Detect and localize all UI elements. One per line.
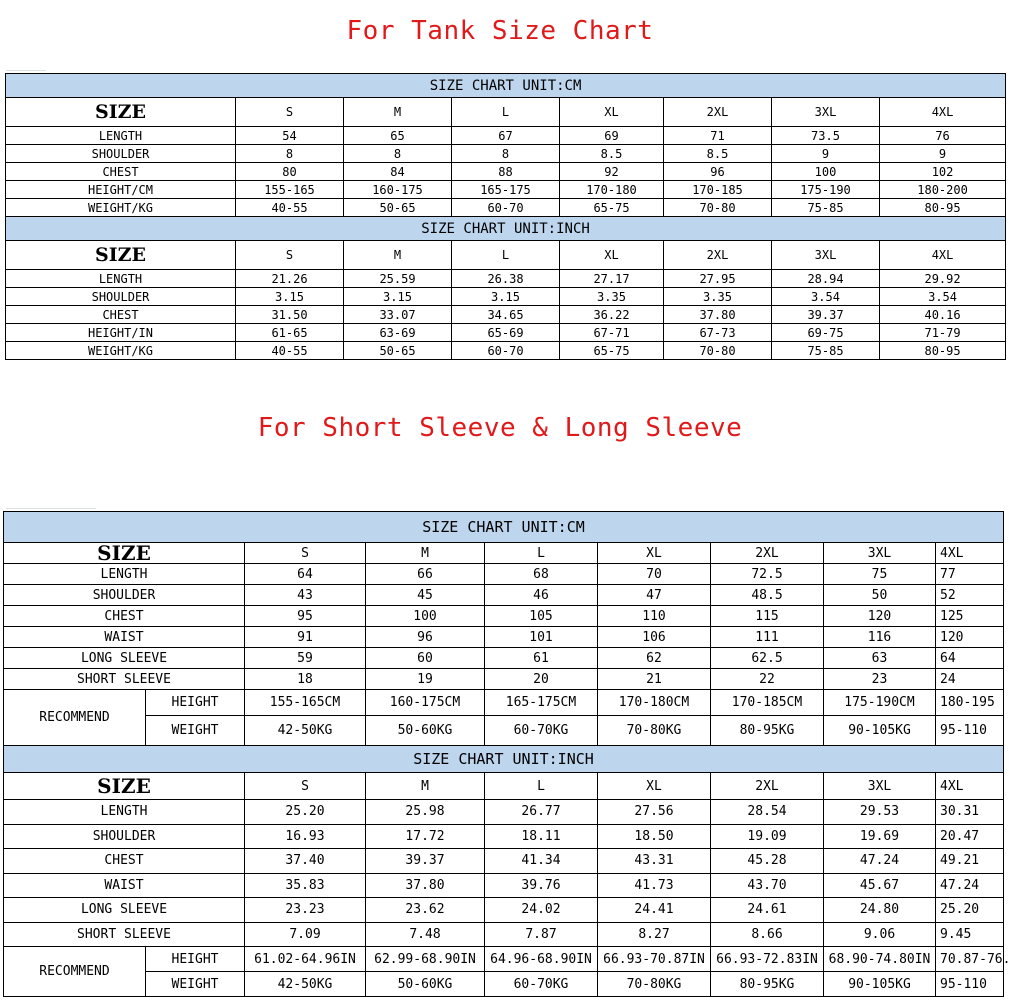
size-2xl-header: 2XL	[664, 98, 772, 127]
measure-value: 21.26	[236, 270, 344, 288]
unit-band: SIZE CHART UNIT:CM	[6, 74, 1006, 98]
measure-value: 65	[344, 127, 452, 145]
measure-value: 3.54	[772, 288, 880, 306]
measure-value: 27.56	[598, 800, 711, 825]
measure-value: 111	[711, 627, 824, 648]
measure-row	[6, 270, 1006, 288]
measure-value: 66	[366, 564, 485, 585]
recommend-height-value: 170-185CM	[711, 690, 824, 716]
measure-value: 47.24	[824, 849, 936, 874]
size-m-header: M	[344, 98, 452, 127]
measure-value: 26.77	[485, 800, 598, 825]
size-heading: SIZE	[6, 98, 236, 127]
measure-label: WEIGHT/KG	[6, 199, 236, 217]
measure-value: 70-80	[664, 342, 772, 360]
measure-value: 28.94	[772, 270, 880, 288]
measure-value: 80-95	[880, 199, 1006, 217]
measure-value: 65-69	[452, 324, 560, 342]
measure-value: 77	[936, 564, 1004, 585]
measure-value: 100	[772, 163, 880, 181]
measure-value: 88	[452, 163, 560, 181]
measure-value: 69	[560, 127, 664, 145]
unit-band-row	[6, 74, 1006, 98]
measure-value: 70	[598, 564, 711, 585]
recommend-height-value: 160-175CM	[366, 690, 485, 716]
measure-label: CHEST	[4, 849, 245, 874]
measure-value: 180-200	[880, 181, 1006, 199]
measure-value: 20	[485, 669, 598, 690]
unit-band-row	[6, 217, 1006, 241]
measure-value: 60-70	[452, 342, 560, 360]
measure-label: LENGTH	[6, 270, 236, 288]
measure-value: 29.92	[880, 270, 1006, 288]
size-s-header: S	[245, 773, 366, 800]
measure-label: WAIST	[4, 873, 245, 898]
recommend-height-value: 62.99-68.90IN	[366, 947, 485, 972]
measure-value: 46	[485, 585, 598, 606]
measure-label: LENGTH	[6, 127, 236, 145]
measure-value: 75	[824, 564, 936, 585]
measure-value: 3.35	[560, 288, 664, 306]
measure-row	[4, 849, 1004, 874]
recommend-weight-value: 90-105KG	[824, 972, 936, 997]
measure-value: 69-75	[772, 324, 880, 342]
measure-value: 75-85	[772, 199, 880, 217]
measure-value: 116	[824, 627, 936, 648]
measure-value: 8	[344, 145, 452, 163]
measure-value: 26.38	[452, 270, 560, 288]
recommend-height-value: 70.87-76.	[936, 947, 1004, 972]
measure-value: 47	[598, 585, 711, 606]
measure-value: 96	[664, 163, 772, 181]
measure-value: 41.73	[598, 873, 711, 898]
measure-value: 105	[485, 606, 598, 627]
measure-value: 67-71	[560, 324, 664, 342]
recommend-weight-value: 42-50KG	[245, 716, 366, 746]
measure-value: 3.15	[344, 288, 452, 306]
measure-value: 19.09	[711, 824, 824, 849]
measure-value: 19.69	[824, 824, 936, 849]
measure-value: 24	[936, 669, 1004, 690]
measure-value: 31.50	[236, 306, 344, 324]
measure-value: 7.09	[245, 922, 366, 947]
measure-label: LENGTH	[4, 800, 245, 825]
measure-value: 70-80	[664, 199, 772, 217]
measure-label: HEIGHT/IN	[6, 324, 236, 342]
measure-value: 63	[824, 648, 936, 669]
size-2xl-header: 2XL	[664, 241, 772, 270]
size-header-row	[6, 98, 1006, 127]
recommend-height-row	[4, 947, 1004, 972]
measure-label: CHEST	[4, 606, 245, 627]
measure-value: 9.45	[936, 922, 1004, 947]
recommend-weight-row	[4, 716, 1004, 746]
measure-value: 37.80	[366, 873, 485, 898]
size-l-header: L	[485, 543, 598, 564]
recommend-weight-value: 60-70KG	[485, 972, 598, 997]
measure-value: 8.66	[711, 922, 824, 947]
measure-value: 27.95	[664, 270, 772, 288]
measure-value: 125	[936, 606, 1004, 627]
recommend-weight-value: 90-105KG	[824, 716, 936, 746]
measure-value: 54	[236, 127, 344, 145]
measure-value: 41.34	[485, 849, 598, 874]
recommend-height-label: HEIGHT	[146, 947, 245, 972]
measure-label: LONG SLEEVE	[4, 648, 245, 669]
unit-band-row	[4, 746, 1004, 773]
measure-value: 24.41	[598, 898, 711, 923]
measure-value: 50	[824, 585, 936, 606]
recommend-height-value: 155-165CM	[245, 690, 366, 716]
measure-row	[4, 873, 1004, 898]
recommend-height-value: 61.02-64.96IN	[245, 947, 366, 972]
unit-band: SIZE CHART UNIT:CM	[4, 512, 1004, 543]
measure-value: 91	[245, 627, 366, 648]
measure-label: WAIST	[4, 627, 245, 648]
measure-value: 28.54	[711, 800, 824, 825]
measure-value: 160-175	[344, 181, 452, 199]
size-xl-header: XL	[560, 98, 664, 127]
size-3xl-header: 3XL	[824, 543, 936, 564]
measure-value: 18.50	[598, 824, 711, 849]
measure-label: HEIGHT/CM	[6, 181, 236, 199]
measure-value: 175-190	[772, 181, 880, 199]
measure-value: 59	[245, 648, 366, 669]
size-s-header: S	[245, 543, 366, 564]
measure-value: 50-65	[344, 342, 452, 360]
measure-value: 39.37	[366, 849, 485, 874]
measure-value: 29.53	[824, 800, 936, 825]
measure-value: 43.31	[598, 849, 711, 874]
size-3xl-header: 3XL	[772, 241, 880, 270]
recommend-label: RECOMMEND	[4, 947, 146, 997]
measure-value: 62.5	[711, 648, 824, 669]
measure-value: 8	[236, 145, 344, 163]
size-s-header: S	[236, 98, 344, 127]
recommend-height-value: 165-175CM	[485, 690, 598, 716]
measure-value: 23	[824, 669, 936, 690]
size-l-header: L	[452, 241, 560, 270]
measure-row	[4, 627, 1004, 648]
measure-value: 23.62	[366, 898, 485, 923]
recommend-weight-label: WEIGHT	[146, 972, 245, 997]
measure-value: 170-180	[560, 181, 664, 199]
size-4xl-header: 4XL	[880, 98, 1006, 127]
measure-value: 8.5	[664, 145, 772, 163]
measure-value: 96	[366, 627, 485, 648]
measure-value: 76	[880, 127, 1006, 145]
tank-size-table	[5, 73, 1006, 360]
measure-row	[4, 800, 1004, 825]
measure-value: 62	[598, 648, 711, 669]
size-header-row	[4, 773, 1004, 800]
size-3xl-header: 3XL	[772, 98, 880, 127]
recommend-weight-value: 60-70KG	[485, 716, 598, 746]
measure-row	[6, 306, 1006, 324]
size-heading: SIZE	[6, 241, 236, 270]
measure-value: 71	[664, 127, 772, 145]
measure-value: 18	[245, 669, 366, 690]
measure-value: 8	[452, 145, 560, 163]
measure-value: 101	[485, 627, 598, 648]
size-heading: SIZE	[4, 773, 245, 800]
measure-value: 18.11	[485, 824, 598, 849]
tank-size-chart-title: For Tank Size Chart	[346, 16, 654, 46]
recommend-height-value: 175-190CM	[824, 690, 936, 716]
measure-value: 36.22	[560, 306, 664, 324]
recommend-height-label: HEIGHT	[146, 690, 245, 716]
recommend-weight-value: 50-60KG	[366, 972, 485, 997]
recommend-height-row	[4, 690, 1004, 716]
measure-label: CHEST	[6, 306, 236, 324]
measure-value: 3.35	[664, 288, 772, 306]
measure-value: 19	[366, 669, 485, 690]
recommend-weight-value: 42-50KG	[245, 972, 366, 997]
measure-row	[4, 648, 1004, 669]
measure-row	[6, 127, 1006, 145]
measure-value: 45.67	[824, 873, 936, 898]
measure-value: 9	[772, 145, 880, 163]
measure-label: WEIGHT/KG	[6, 342, 236, 360]
measure-value: 16.93	[245, 824, 366, 849]
measure-value: 50-65	[344, 199, 452, 217]
measure-value: 65-75	[560, 342, 664, 360]
measure-value: 64	[245, 564, 366, 585]
recommend-weight-row	[4, 972, 1004, 997]
measure-value: 3.15	[236, 288, 344, 306]
measure-label: SHOULDER	[4, 824, 245, 849]
recommend-height-value: 180-195	[936, 690, 1004, 716]
size-m-header: M	[366, 543, 485, 564]
measure-value: 30.31	[936, 800, 1004, 825]
measure-value: 68	[485, 564, 598, 585]
measure-value: 75-85	[772, 342, 880, 360]
measure-value: 7.87	[485, 922, 598, 947]
measure-value: 60	[366, 648, 485, 669]
measure-row	[6, 145, 1006, 163]
measure-row	[6, 342, 1006, 360]
recommend-weight-value: 80-95KG	[711, 716, 824, 746]
measure-value: 48.5	[711, 585, 824, 606]
measure-value: 43.70	[711, 873, 824, 898]
recommend-weight-value: 95-110	[936, 972, 1004, 997]
recommend-label: RECOMMEND	[4, 690, 146, 746]
measure-value: 20.47	[936, 824, 1004, 849]
size-l-header: L	[485, 773, 598, 800]
recommend-weight-value: 95-110	[936, 716, 1004, 746]
unit-band-row	[4, 512, 1004, 543]
recommend-height-value: 68.90-74.80IN	[824, 947, 936, 972]
size-4xl-header: 4XL	[936, 773, 1004, 800]
recommend-height-value: 170-180CM	[598, 690, 711, 716]
measure-value: 52	[936, 585, 1004, 606]
measure-value: 9	[880, 145, 1006, 163]
measure-value: 80-95	[880, 342, 1006, 360]
size-xl-header: XL	[598, 773, 711, 800]
measure-value: 24.02	[485, 898, 598, 923]
measure-value: 165-175	[452, 181, 560, 199]
size-4xl-header: 4XL	[880, 241, 1006, 270]
measure-value: 27.17	[560, 270, 664, 288]
size-l-header: L	[452, 98, 560, 127]
measure-value: 8.27	[598, 922, 711, 947]
measure-value: 49.21	[936, 849, 1004, 874]
measure-value: 61-65	[236, 324, 344, 342]
measure-value: 17.72	[366, 824, 485, 849]
measure-value: 71-79	[880, 324, 1006, 342]
size-m-header: M	[344, 241, 452, 270]
measure-value: 67-73	[664, 324, 772, 342]
measure-value: 7.48	[366, 922, 485, 947]
recommend-height-value: 66.93-70.87IN	[598, 947, 711, 972]
recommend-weight-value: 50-60KG	[366, 716, 485, 746]
measure-row	[6, 199, 1006, 217]
recommend-weight-value: 70-80KG	[598, 972, 711, 997]
recommend-weight-value: 80-95KG	[711, 972, 824, 997]
measure-value: 170-185	[664, 181, 772, 199]
measure-label: SHORT SLEEVE	[4, 922, 245, 947]
measure-value: 67	[452, 127, 560, 145]
measure-value: 115	[711, 606, 824, 627]
measure-value: 155-165	[236, 181, 344, 199]
measure-row	[4, 824, 1004, 849]
unit-band: SIZE CHART UNIT:INCH	[6, 217, 1006, 241]
measure-value: 92	[560, 163, 664, 181]
measure-row	[4, 922, 1004, 947]
measure-value: 100	[366, 606, 485, 627]
measure-value: 45	[366, 585, 485, 606]
measure-value: 64	[936, 648, 1004, 669]
measure-value: 24.61	[711, 898, 824, 923]
measure-value: 25.59	[344, 270, 452, 288]
measure-label: CHEST	[6, 163, 236, 181]
measure-label: LONG SLEEVE	[4, 898, 245, 923]
measure-row	[4, 898, 1004, 923]
measure-row	[6, 324, 1006, 342]
size-xl-header: XL	[560, 241, 664, 270]
measure-value: 24.80	[824, 898, 936, 923]
measure-value: 73.5	[772, 127, 880, 145]
measure-value: 33.07	[344, 306, 452, 324]
recommend-height-value: 64.96-68.90IN	[485, 947, 598, 972]
measure-value: 25.20	[936, 898, 1004, 923]
measure-row	[6, 288, 1006, 306]
measure-label: SHOULDER	[4, 585, 245, 606]
measure-value: 45.28	[711, 849, 824, 874]
measure-value: 25.98	[366, 800, 485, 825]
measure-row	[4, 669, 1004, 690]
measure-label: SHORT SLEEVE	[4, 669, 245, 690]
measure-value: 39.37	[772, 306, 880, 324]
measure-row	[4, 606, 1004, 627]
measure-label: SHOULDER	[6, 288, 236, 306]
measure-value: 23.23	[245, 898, 366, 923]
measure-value: 40-55	[236, 342, 344, 360]
size-2xl-header: 2XL	[711, 773, 824, 800]
measure-value: 47.24	[936, 873, 1004, 898]
measure-value: 95	[245, 606, 366, 627]
measure-value: 110	[598, 606, 711, 627]
measure-value: 60-70	[452, 199, 560, 217]
measure-value: 63-69	[344, 324, 452, 342]
measure-row	[6, 163, 1006, 181]
recommend-height-value: 66.93-72.83IN	[711, 947, 824, 972]
recommend-weight-label: WEIGHT	[146, 716, 245, 746]
measure-row	[4, 585, 1004, 606]
sleeve-size-table	[3, 511, 1010, 997]
measure-value: 106	[598, 627, 711, 648]
measure-value: 3.54	[880, 288, 1006, 306]
measure-value: 8.5	[560, 145, 664, 163]
measure-value: 80	[236, 163, 344, 181]
size-2xl-header: 2XL	[711, 543, 824, 564]
measure-row	[6, 181, 1006, 199]
measure-value: 65-75	[560, 199, 664, 217]
size-xl-header: XL	[598, 543, 711, 564]
measure-value: 37.80	[664, 306, 772, 324]
measure-value: 120	[936, 627, 1004, 648]
measure-value: 35.83	[245, 873, 366, 898]
measure-value: 43	[245, 585, 366, 606]
sleeve-size-chart-title: For Short Sleeve & Long Sleeve	[257, 413, 743, 443]
recommend-weight-value: 70-80KG	[598, 716, 711, 746]
measure-value: 9.06	[824, 922, 936, 947]
measure-value: 102	[880, 163, 1006, 181]
size-header-row	[4, 543, 1004, 564]
unit-band: SIZE CHART UNIT:INCH	[4, 746, 1004, 773]
measure-value: 61	[485, 648, 598, 669]
measure-value: 3.15	[452, 288, 560, 306]
measure-value: 21	[598, 669, 711, 690]
size-m-header: M	[366, 773, 485, 800]
measure-value: 39.76	[485, 873, 598, 898]
size-header-row	[6, 241, 1006, 270]
measure-value: 40-55	[236, 199, 344, 217]
measure-value: 120	[824, 606, 936, 627]
measure-value: 72.5	[711, 564, 824, 585]
measure-label: LENGTH	[4, 564, 245, 585]
measure-value: 37.40	[245, 849, 366, 874]
size-s-header: S	[236, 241, 344, 270]
measure-value: 40.16	[880, 306, 1006, 324]
size-heading: SIZE	[4, 543, 245, 564]
measure-value: 84	[344, 163, 452, 181]
measure-label: SHOULDER	[6, 145, 236, 163]
measure-value: 34.65	[452, 306, 560, 324]
measure-value: 22	[711, 669, 824, 690]
size-4xl-header: 4XL	[936, 543, 1004, 564]
measure-value: 25.20	[245, 800, 366, 825]
measure-row	[4, 564, 1004, 585]
size-3xl-header: 3XL	[824, 773, 936, 800]
